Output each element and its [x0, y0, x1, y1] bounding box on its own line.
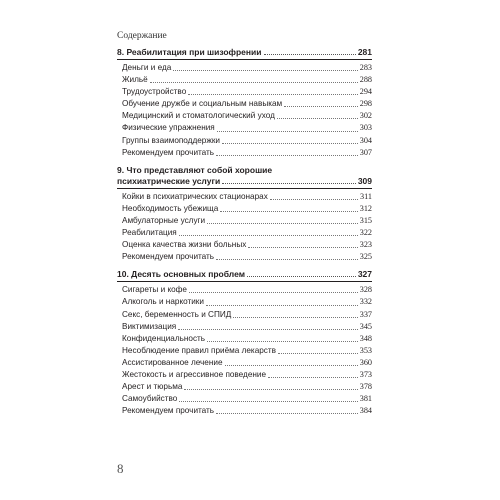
entry-label: Рекомендуем прочитать	[122, 252, 215, 262]
dot-leader	[207, 341, 358, 342]
entry-label: Рекомендуем прочитать	[122, 406, 215, 416]
entry-page-number: 384	[359, 406, 372, 416]
running-head: Содержание	[117, 31, 167, 41]
dot-leader	[248, 247, 357, 248]
toc-entry[interactable]	[117, 191, 372, 203]
entry-label: Амбулаторные услуги	[122, 215, 206, 225]
entry-page-number: 311	[360, 191, 372, 201]
page-number: 8	[117, 461, 124, 476]
toc-entry[interactable]	[117, 239, 372, 251]
toc-entry[interactable]	[117, 122, 372, 134]
chapter-title-line-1: 9. Что представляют собой хорошие	[117, 164, 273, 175]
dot-leader	[247, 276, 356, 277]
dot-leader	[264, 54, 356, 55]
chapter-9	[117, 165, 372, 264]
dot-leader	[207, 223, 358, 224]
entry-page-number: 298	[359, 99, 372, 109]
entry-label: Группы взаимоподдержки	[122, 135, 220, 145]
entry-page-number: 307	[359, 147, 372, 157]
entry-page-number: 312	[359, 203, 372, 213]
entry-label: Жильё	[122, 75, 148, 85]
entry-page-number: 348	[359, 333, 372, 343]
entry-label: Ассистированное лечение	[122, 357, 223, 367]
entry-label: Деньги и еда	[122, 63, 172, 72]
toc-entry[interactable]	[117, 62, 372, 74]
dot-leader	[222, 183, 356, 184]
entry-label: Самоубийство	[122, 394, 178, 404]
dot-leader	[206, 305, 358, 306]
chapter-title-line-2: психиатрические услуги	[117, 175, 221, 186]
dot-leader	[179, 401, 357, 402]
dot-leader	[216, 413, 358, 414]
toc-entry[interactable]	[117, 321, 372, 333]
chapter-heading[interactable]	[117, 47, 372, 58]
chapter-items	[117, 281, 372, 417]
dot-leader	[184, 389, 357, 390]
toc-entry[interactable]	[117, 147, 372, 159]
entry-page-number: 360	[359, 357, 372, 367]
entry-label: Физические упражнения	[122, 123, 215, 133]
dot-leader	[233, 317, 357, 318]
toc-entry[interactable]	[117, 74, 372, 86]
entry-page-number: 283	[359, 63, 372, 72]
toc-entry[interactable]	[117, 227, 372, 239]
entry-page-number: 315	[359, 215, 372, 225]
toc-entry[interactable]	[117, 86, 372, 98]
toc-entry[interactable]	[117, 405, 372, 417]
entry-page-number: 332	[359, 297, 372, 307]
chapter-page-number: 309	[357, 175, 372, 186]
table-of-contents	[117, 47, 372, 423]
toc-entry[interactable]	[117, 393, 372, 405]
chapter-page-number: 327	[357, 269, 372, 280]
dot-leader	[216, 259, 358, 260]
entry-label: Несоблюдение правил приёма лекарств	[122, 345, 276, 355]
dot-leader	[225, 365, 358, 366]
entry-label: Секс, беременность и СПИД	[122, 309, 232, 319]
dot-leader	[268, 377, 358, 378]
entry-page-number: 381	[359, 394, 372, 404]
dot-leader	[188, 94, 357, 95]
entry-label: Арест и тюрьма	[122, 382, 183, 392]
toc-entry[interactable]	[117, 203, 372, 215]
entry-label: Трудоустройство	[122, 87, 187, 97]
dot-leader	[217, 131, 358, 132]
entry-label: Алкоголь и наркотики	[122, 297, 204, 307]
chapter-items	[117, 59, 372, 159]
dot-leader	[222, 143, 358, 144]
entry-label: Обучение дружбе и социальным навыкам	[122, 99, 283, 109]
entry-label: Конфиденциальность	[122, 333, 206, 343]
toc-entry[interactable]	[117, 381, 372, 393]
dot-leader	[189, 292, 358, 293]
entry-page-number: 378	[359, 382, 372, 392]
entry-page-number: 328	[359, 285, 372, 295]
entry-label: Сигареты и кофе	[122, 285, 187, 295]
entry-label: Реабилитация	[122, 228, 177, 238]
toc-entry[interactable]	[117, 215, 372, 227]
toc-entry[interactable]	[117, 284, 372, 296]
chapter-heading[interactable]	[117, 165, 372, 187]
entry-label: Койки в психиатрических стационарах	[122, 191, 268, 201]
toc-entry[interactable]	[117, 135, 372, 147]
toc-entry[interactable]	[117, 296, 372, 308]
chapter-title: 10. Десять основных проблем	[117, 269, 245, 280]
entry-page-number: 353	[359, 345, 372, 355]
dot-leader	[216, 155, 358, 156]
entry-page-number: 325	[359, 252, 372, 262]
entry-page-number: 294	[359, 87, 372, 97]
entry-label: Рекомендуем прочитать	[122, 147, 215, 157]
dot-leader	[179, 235, 358, 236]
entry-page-number: 302	[359, 111, 372, 121]
entry-page-number: 304	[359, 135, 372, 145]
dot-leader	[173, 70, 357, 71]
toc-entry[interactable]	[117, 309, 372, 321]
toc-entry[interactable]	[117, 110, 372, 122]
entry-label: Виктимизация	[122, 321, 177, 331]
entry-label: Оценка качества жизни больных	[122, 240, 247, 250]
chapter-heading[interactable]	[117, 269, 372, 280]
chapter-items	[117, 188, 372, 264]
dot-leader	[220, 211, 357, 212]
chapter-8	[117, 47, 372, 159]
toc-entry[interactable]	[117, 345, 372, 357]
dot-leader	[270, 199, 358, 200]
dot-leader	[277, 118, 358, 119]
toc-entry[interactable]	[117, 357, 372, 369]
dot-leader	[150, 82, 358, 83]
entry-label: Медицинский и стоматологический уход	[122, 111, 275, 121]
entry-page-number: 322	[359, 228, 372, 238]
entry-page-number: 373	[359, 369, 372, 379]
entry-page-number: 288	[359, 75, 372, 85]
entry-label: Жестокость и агрессивное поведение	[122, 369, 267, 379]
chapter-page-number: 281	[357, 47, 372, 57]
toc-entry[interactable]	[117, 251, 372, 263]
chapter-title: 8. Реабилитация при шизофрении	[117, 47, 262, 57]
entry-page-number: 337	[359, 309, 372, 319]
dot-leader	[278, 353, 358, 354]
entry-label: Необходимость убежища	[122, 203, 219, 213]
dot-leader	[284, 106, 358, 107]
chapter-10	[117, 269, 372, 417]
entry-page-number: 345	[359, 321, 372, 331]
toc-entry[interactable]	[117, 98, 372, 110]
toc-entry[interactable]	[117, 369, 372, 381]
toc-entry[interactable]	[117, 333, 372, 345]
entry-page-number: 303	[359, 123, 372, 133]
entry-page-number: 323	[359, 240, 372, 250]
dot-leader	[178, 329, 357, 330]
